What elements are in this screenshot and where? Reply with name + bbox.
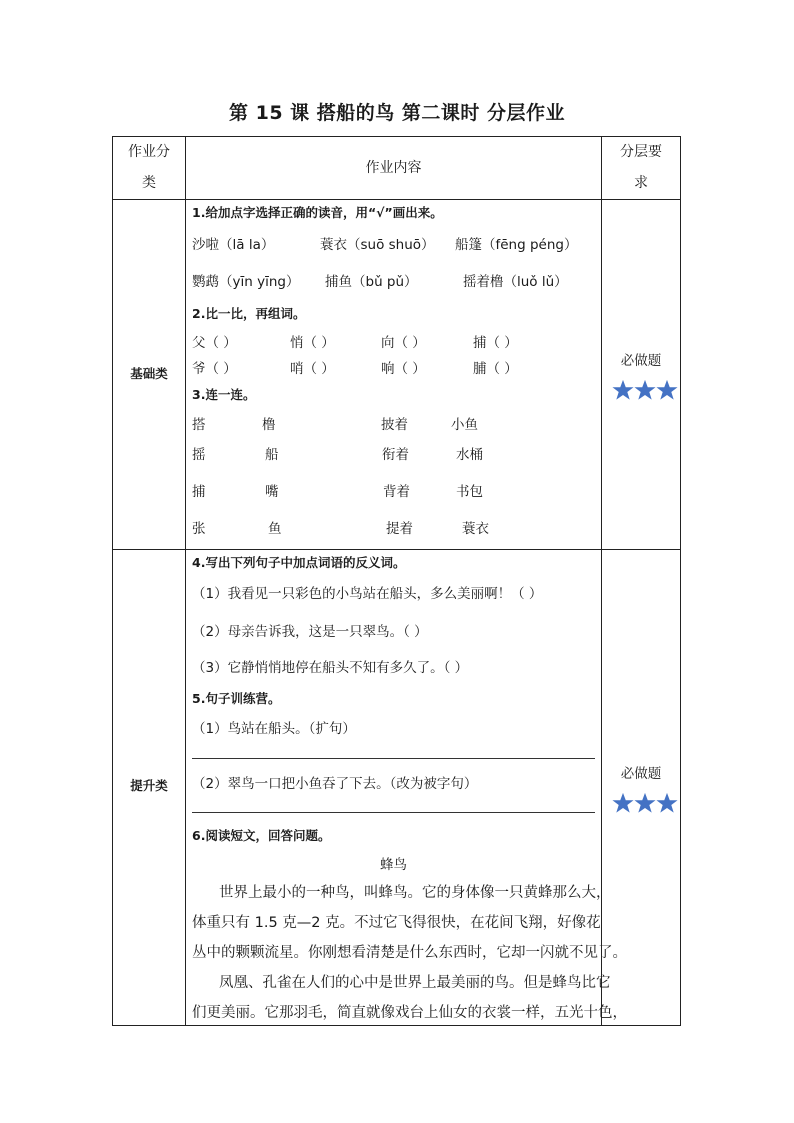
- q2-item: 捕（ ）: [473, 335, 518, 351]
- q1-item: 摇着橹（luǒ lǔ）: [463, 274, 568, 290]
- q3-word: 小鱼: [451, 417, 478, 433]
- page-title: 第 15 课 搭船的鸟 第二课时 分层作业: [228, 102, 565, 124]
- header-category-line2: 类: [142, 175, 156, 191]
- star-icon: [656, 792, 678, 814]
- q3-word: 鱼: [268, 521, 282, 537]
- q2-item: 响（ ）: [381, 361, 426, 377]
- passage-line: 们更美丽。它那羽毛，简直就像戏台上仙女的衣裳一样，五光十色，: [192, 1005, 627, 1021]
- passage-line: 凤凰、孔雀在人们的心中是世界上最美丽的鸟。但是蜂鸟比它: [219, 975, 611, 991]
- q3-word: 橹: [262, 417, 276, 433]
- q3-word: 披着: [381, 417, 408, 433]
- table-right-border: [680, 136, 681, 1026]
- q3-word: 搭: [192, 417, 206, 433]
- q4-title: 4.写出下列句子中加点词语的反义词。: [192, 555, 406, 570]
- table-section-divider: [112, 549, 681, 550]
- q1-item: 沙啦（lā la）: [192, 237, 275, 253]
- q3-word: 摇: [192, 447, 206, 463]
- star-icon: [634, 792, 656, 814]
- q1-item: 捕鱼（bǔ pǔ）: [325, 274, 418, 290]
- q3-word: 衔着: [382, 447, 409, 463]
- q2-item: 悄（ ）: [290, 335, 335, 351]
- answer-line[interactable]: [192, 758, 595, 759]
- header-requirement-line1: 分层要: [620, 144, 662, 160]
- q6-title: 6.阅读短文，回答问题。: [192, 828, 331, 843]
- requirement-basic: 必做题: [620, 353, 662, 369]
- requirement-advanced: 必做题: [620, 766, 662, 782]
- q3-word: 水桶: [456, 447, 483, 463]
- header-requirement-line2: 求: [634, 175, 648, 191]
- q1-item: 船篷（fēng péng）: [455, 237, 578, 253]
- star-icon: [656, 379, 678, 401]
- header-content: 作业内容: [365, 160, 422, 176]
- q1-item: 鹦鹉（yīn yīng）: [192, 274, 300, 290]
- table-col1-border: [185, 136, 186, 1026]
- category-basic: 基础类: [130, 366, 168, 381]
- q2-item: 脯（ ）: [473, 361, 518, 377]
- q3-word: 背着: [383, 484, 410, 500]
- star-icon: [634, 379, 656, 401]
- category-advanced: 提升类: [130, 778, 168, 793]
- q3-word: 张: [192, 521, 206, 537]
- q3-word: 船: [265, 447, 279, 463]
- q2-title: 2.比一比，再组词。: [192, 306, 306, 321]
- passage-title: 蜂鸟: [380, 857, 407, 873]
- q1-item: 蓑衣（suō shuō）: [320, 237, 435, 253]
- table-bottom-border: [112, 1025, 681, 1026]
- star-icon: [612, 792, 634, 814]
- star-rating-basic: [612, 379, 678, 401]
- star-icon: [612, 379, 634, 401]
- q2-item: 爷（ ）: [192, 361, 237, 377]
- q3-word: 捕: [192, 484, 206, 500]
- header-category-line1: 作业分: [128, 144, 170, 160]
- q3-word: 提着: [386, 521, 413, 537]
- q2-item: 哨（ ）: [290, 361, 335, 377]
- q3-title: 3.连一连。: [192, 387, 256, 402]
- q5-item: （1）鸟站在船头。（扩句）: [192, 721, 356, 737]
- table-top-border: [112, 136, 681, 137]
- q5-item: （2）翠鸟一口把小鱼吞了下去。（改为被字句）: [192, 776, 478, 792]
- passage-line: 世界上最小的一种鸟，叫蜂鸟。它的身体像一只黄蜂那么大，: [219, 885, 611, 901]
- star-rating-advanced: [612, 792, 678, 814]
- q1-title: 1.给加点字选择正确的读音，用“√”画出来。: [192, 205, 443, 220]
- table-left-border: [112, 136, 113, 1026]
- passage-line: 丛中的颗颗流星。你刚想看清楚是什么东西时，它却一闪就不见了。: [192, 945, 627, 961]
- table-header-bottom-border: [112, 199, 681, 200]
- q2-item: 父（ ）: [192, 335, 237, 351]
- q4-item: （1）我看见一只彩色的小鸟站在船头，多么美丽啊！（ ）: [192, 586, 543, 602]
- q5-title: 5.句子训练营。: [192, 691, 281, 706]
- q3-word: 蓑衣: [462, 521, 489, 537]
- q4-item: （2）母亲告诉我，这是一只翠鸟。（ ）: [192, 624, 428, 640]
- q2-item: 向（ ）: [381, 335, 426, 351]
- passage-line: 体重只有 1.5 克—2 克。不过它飞得很快，在花间飞翔，好像花: [192, 915, 601, 931]
- q4-item: （3）它静悄悄地停在船头不知有多久了。（ ）: [192, 660, 469, 676]
- q3-word: 嘴: [265, 484, 279, 500]
- answer-line[interactable]: [192, 812, 595, 813]
- q3-word: 书包: [456, 484, 483, 500]
